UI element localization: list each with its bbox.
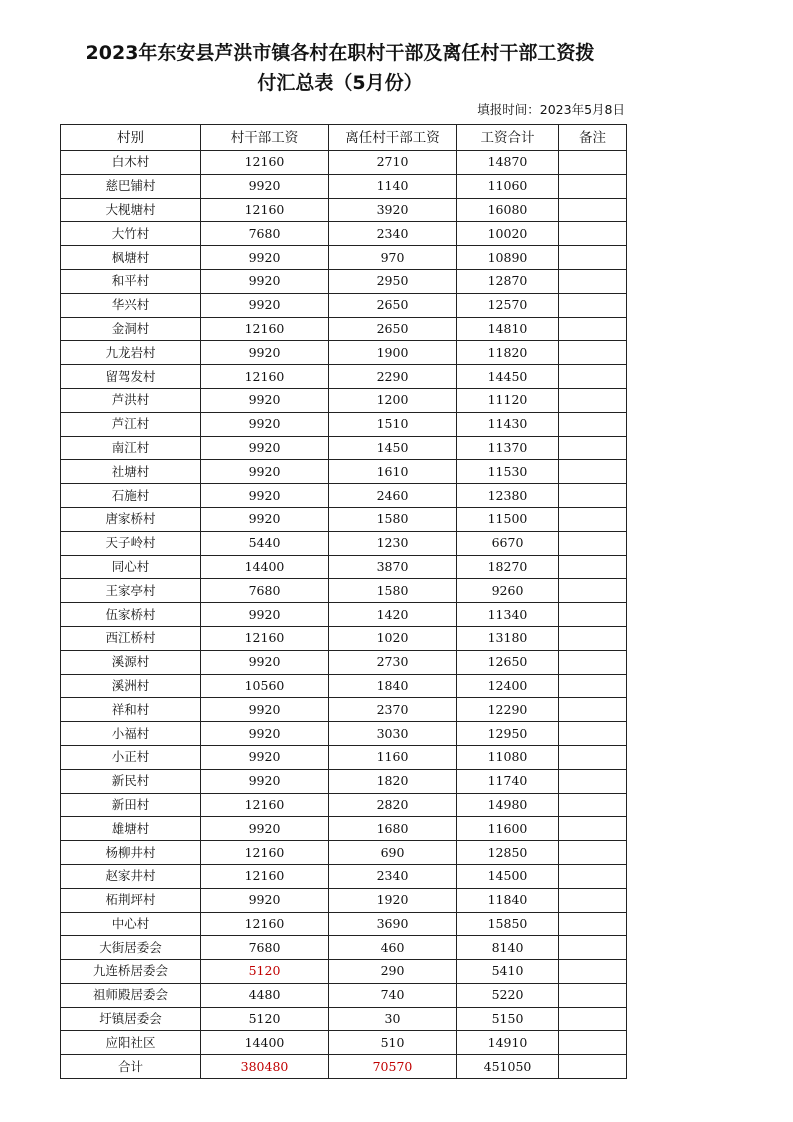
village-name-cell: 雄塘村 bbox=[61, 817, 201, 841]
table-row bbox=[61, 555, 627, 579]
note-cell bbox=[559, 174, 627, 198]
table-row bbox=[61, 936, 627, 960]
table-row bbox=[61, 983, 627, 1007]
table-row bbox=[61, 460, 627, 484]
former-salary-cell: 2820 bbox=[329, 793, 457, 817]
table-row bbox=[61, 1031, 627, 1055]
table-row bbox=[61, 174, 627, 198]
village-name-cell: 杨柳井村 bbox=[61, 841, 201, 865]
former-salary-cell: 1580 bbox=[329, 579, 457, 603]
table-row bbox=[61, 365, 627, 389]
incumbent-salary-cell: 9920 bbox=[201, 603, 329, 627]
note-cell bbox=[559, 960, 627, 984]
village-name-cell: 社塘村 bbox=[61, 460, 201, 484]
former-salary-cell: 690 bbox=[329, 841, 457, 865]
incumbent-salary-cell: 12160 bbox=[201, 626, 329, 650]
former-salary-cell: 1140 bbox=[329, 174, 457, 198]
summary-former: 70570 bbox=[329, 1055, 457, 1079]
note-cell bbox=[559, 912, 627, 936]
former-salary-cell: 290 bbox=[329, 960, 457, 984]
village-name-cell: 大竹村 bbox=[61, 222, 201, 246]
former-salary-cell: 1020 bbox=[329, 626, 457, 650]
former-salary-cell: 1450 bbox=[329, 436, 457, 460]
total-salary-cell: 12870 bbox=[457, 269, 559, 293]
village-name-cell: 南江村 bbox=[61, 436, 201, 460]
incumbent-salary-cell: 9920 bbox=[201, 388, 329, 412]
note-cell bbox=[559, 293, 627, 317]
total-salary-cell: 12850 bbox=[457, 841, 559, 865]
incumbent-salary-cell: 5440 bbox=[201, 531, 329, 555]
incumbent-salary-cell: 7680 bbox=[201, 222, 329, 246]
village-name-cell: 小福村 bbox=[61, 722, 201, 746]
total-salary-cell: 8140 bbox=[457, 936, 559, 960]
former-salary-cell: 1610 bbox=[329, 460, 457, 484]
village-name-cell: 圩镇居委会 bbox=[61, 1007, 201, 1031]
total-salary-cell: 10020 bbox=[457, 222, 559, 246]
total-salary-cell: 14870 bbox=[457, 151, 559, 175]
former-salary-cell: 2460 bbox=[329, 484, 457, 508]
total-salary-cell: 12570 bbox=[457, 293, 559, 317]
fill-date: 填报时间：2023年5月8日 bbox=[477, 102, 625, 117]
total-salary-cell: 5220 bbox=[457, 983, 559, 1007]
village-name-cell: 九龙岩村 bbox=[61, 341, 201, 365]
note-cell bbox=[559, 888, 627, 912]
table-row bbox=[61, 436, 627, 460]
total-salary-cell: 5410 bbox=[457, 960, 559, 984]
total-salary-cell: 18270 bbox=[457, 555, 559, 579]
total-salary-cell: 11500 bbox=[457, 507, 559, 531]
former-salary-cell: 1160 bbox=[329, 745, 457, 769]
note-cell bbox=[559, 864, 627, 888]
village-name-cell: 大枧塘村 bbox=[61, 198, 201, 222]
incumbent-salary-cell: 9920 bbox=[201, 436, 329, 460]
table-row bbox=[61, 650, 627, 674]
total-salary-cell: 14450 bbox=[457, 365, 559, 389]
table-row bbox=[61, 388, 627, 412]
table-row bbox=[61, 960, 627, 984]
village-name-cell: 柘荆坪村 bbox=[61, 888, 201, 912]
village-name-cell: 祖师殿居委会 bbox=[61, 983, 201, 1007]
table-row bbox=[61, 531, 627, 555]
village-name-cell: 白木村 bbox=[61, 151, 201, 175]
incumbent-salary-cell: 9920 bbox=[201, 269, 329, 293]
former-salary-cell: 1230 bbox=[329, 531, 457, 555]
former-salary-cell: 2650 bbox=[329, 293, 457, 317]
note-cell bbox=[559, 817, 627, 841]
header-note: 备注 bbox=[559, 125, 627, 151]
note-cell bbox=[559, 388, 627, 412]
note-cell bbox=[559, 841, 627, 865]
note-cell bbox=[559, 531, 627, 555]
table-row bbox=[61, 793, 627, 817]
village-name-cell: 金洞村 bbox=[61, 317, 201, 341]
village-name-cell: 同心村 bbox=[61, 555, 201, 579]
table-row bbox=[61, 1007, 627, 1031]
table-row bbox=[61, 151, 627, 175]
village-name-cell: 慈巴铺村 bbox=[61, 174, 201, 198]
former-salary-cell: 2340 bbox=[329, 222, 457, 246]
village-name-cell: 王家亭村 bbox=[61, 579, 201, 603]
total-salary-cell: 16080 bbox=[457, 198, 559, 222]
incumbent-salary-cell: 9920 bbox=[201, 745, 329, 769]
incumbent-salary-cell: 14400 bbox=[201, 555, 329, 579]
incumbent-salary-cell: 7680 bbox=[201, 936, 329, 960]
incumbent-salary-cell: 7680 bbox=[201, 579, 329, 603]
table-row bbox=[61, 769, 627, 793]
table-row bbox=[61, 484, 627, 508]
former-salary-cell: 2650 bbox=[329, 317, 457, 341]
total-salary-cell: 11060 bbox=[457, 174, 559, 198]
note-cell bbox=[559, 151, 627, 175]
total-salary-cell: 11530 bbox=[457, 460, 559, 484]
village-name-cell: 伍家桥村 bbox=[61, 603, 201, 627]
incumbent-salary-cell: 4480 bbox=[201, 983, 329, 1007]
incumbent-salary-cell: 9920 bbox=[201, 817, 329, 841]
total-salary-cell: 11120 bbox=[457, 388, 559, 412]
former-salary-cell: 1420 bbox=[329, 603, 457, 627]
total-salary-cell: 12290 bbox=[457, 698, 559, 722]
table-row bbox=[61, 579, 627, 603]
village-name-cell: 留驾发村 bbox=[61, 365, 201, 389]
village-name-cell: 石施村 bbox=[61, 484, 201, 508]
table-row bbox=[61, 222, 627, 246]
incumbent-salary-cell: 9920 bbox=[201, 341, 329, 365]
total-salary-cell: 6670 bbox=[457, 531, 559, 555]
total-salary-cell: 14810 bbox=[457, 317, 559, 341]
former-salary-cell: 2290 bbox=[329, 365, 457, 389]
village-name-cell: 新田村 bbox=[61, 793, 201, 817]
former-salary-cell: 2370 bbox=[329, 698, 457, 722]
former-salary-cell: 3870 bbox=[329, 555, 457, 579]
table-row bbox=[61, 412, 627, 436]
table-row bbox=[61, 722, 627, 746]
title-line-1: 2023年东安县芦洪市镇各村在职村干部及离任村干部工资拨 bbox=[85, 42, 595, 64]
note-cell bbox=[559, 436, 627, 460]
note-cell bbox=[559, 674, 627, 698]
incumbent-salary-cell: 5120 bbox=[201, 960, 329, 984]
note-cell bbox=[559, 1031, 627, 1055]
note-cell bbox=[559, 317, 627, 341]
note-cell bbox=[559, 650, 627, 674]
incumbent-salary-cell: 9920 bbox=[201, 484, 329, 508]
total-salary-cell: 11430 bbox=[457, 412, 559, 436]
table-row bbox=[61, 626, 627, 650]
total-salary-cell: 13180 bbox=[457, 626, 559, 650]
incumbent-salary-cell: 9920 bbox=[201, 650, 329, 674]
former-salary-cell: 1840 bbox=[329, 674, 457, 698]
note-cell bbox=[559, 579, 627, 603]
village-name-cell: 应阳社区 bbox=[61, 1031, 201, 1055]
title-line-2: 付汇总表（5月份） bbox=[257, 72, 423, 94]
incumbent-salary-cell: 14400 bbox=[201, 1031, 329, 1055]
village-name-cell: 中心村 bbox=[61, 912, 201, 936]
former-salary-cell: 1680 bbox=[329, 817, 457, 841]
incumbent-salary-cell: 12160 bbox=[201, 793, 329, 817]
table-row bbox=[61, 507, 627, 531]
table-row bbox=[61, 341, 627, 365]
note-cell bbox=[559, 698, 627, 722]
incumbent-salary-cell: 9920 bbox=[201, 246, 329, 270]
summary-row bbox=[61, 1055, 627, 1079]
former-salary-cell: 30 bbox=[329, 1007, 457, 1031]
village-name-cell: 溪源村 bbox=[61, 650, 201, 674]
header-total-salary: 工资合计 bbox=[457, 125, 559, 151]
table-row bbox=[61, 912, 627, 936]
note-cell bbox=[559, 936, 627, 960]
total-salary-cell: 5150 bbox=[457, 1007, 559, 1031]
incumbent-salary-cell: 9920 bbox=[201, 888, 329, 912]
village-name-cell: 芦江村 bbox=[61, 412, 201, 436]
village-name-cell: 赵家井村 bbox=[61, 864, 201, 888]
table-row bbox=[61, 246, 627, 270]
total-salary-cell: 11820 bbox=[457, 341, 559, 365]
total-salary-cell: 9260 bbox=[457, 579, 559, 603]
note-cell bbox=[559, 222, 627, 246]
incumbent-salary-cell: 12160 bbox=[201, 317, 329, 341]
table-row bbox=[61, 317, 627, 341]
total-salary-cell: 12950 bbox=[457, 722, 559, 746]
incumbent-salary-cell: 9920 bbox=[201, 293, 329, 317]
former-salary-cell: 3920 bbox=[329, 198, 457, 222]
table-row bbox=[61, 269, 627, 293]
table-row bbox=[61, 603, 627, 627]
former-salary-cell: 2710 bbox=[329, 151, 457, 175]
village-name-cell: 大街居委会 bbox=[61, 936, 201, 960]
total-salary-cell: 15850 bbox=[457, 912, 559, 936]
note-cell bbox=[559, 793, 627, 817]
note-cell bbox=[559, 507, 627, 531]
header-row bbox=[61, 125, 627, 151]
note-cell bbox=[559, 412, 627, 436]
incumbent-salary-cell: 9920 bbox=[201, 698, 329, 722]
summary-incumbent: 380480 bbox=[201, 1055, 329, 1079]
village-name-cell: 枫塘村 bbox=[61, 246, 201, 270]
former-salary-cell: 1920 bbox=[329, 888, 457, 912]
village-name-cell: 芦洪村 bbox=[61, 388, 201, 412]
total-salary-cell: 14980 bbox=[457, 793, 559, 817]
total-salary-cell: 11840 bbox=[457, 888, 559, 912]
incumbent-salary-cell: 12160 bbox=[201, 365, 329, 389]
summary-total: 451050 bbox=[457, 1055, 559, 1079]
village-name-cell: 唐家桥村 bbox=[61, 507, 201, 531]
table-row bbox=[61, 888, 627, 912]
note-cell bbox=[559, 555, 627, 579]
total-salary-cell: 11080 bbox=[457, 745, 559, 769]
incumbent-salary-cell: 9920 bbox=[201, 174, 329, 198]
village-name-cell: 华兴村 bbox=[61, 293, 201, 317]
table-row bbox=[61, 293, 627, 317]
summary-note bbox=[559, 1055, 627, 1079]
summary-label: 合计 bbox=[61, 1055, 201, 1079]
total-salary-cell: 11370 bbox=[457, 436, 559, 460]
incumbent-salary-cell: 9920 bbox=[201, 507, 329, 531]
note-cell bbox=[559, 365, 627, 389]
table-row bbox=[61, 841, 627, 865]
former-salary-cell: 460 bbox=[329, 936, 457, 960]
village-name-cell: 溪洲村 bbox=[61, 674, 201, 698]
village-name-cell: 小正村 bbox=[61, 745, 201, 769]
incumbent-salary-cell: 12160 bbox=[201, 198, 329, 222]
note-cell bbox=[559, 460, 627, 484]
note-cell bbox=[559, 722, 627, 746]
note-cell bbox=[559, 1007, 627, 1031]
former-salary-cell: 1900 bbox=[329, 341, 457, 365]
former-salary-cell: 2730 bbox=[329, 650, 457, 674]
note-cell bbox=[559, 341, 627, 365]
table-row bbox=[61, 674, 627, 698]
note-cell bbox=[559, 269, 627, 293]
former-salary-cell: 1580 bbox=[329, 507, 457, 531]
incumbent-salary-cell: 12160 bbox=[201, 841, 329, 865]
note-cell bbox=[559, 745, 627, 769]
note-cell bbox=[559, 603, 627, 627]
table-row bbox=[61, 864, 627, 888]
header-former-salary: 离任村干部工资 bbox=[329, 125, 457, 151]
village-name-cell: 九连桥居委会 bbox=[61, 960, 201, 984]
former-salary-cell: 1820 bbox=[329, 769, 457, 793]
document-title bbox=[40, 38, 640, 98]
village-name-cell: 西江桥村 bbox=[61, 626, 201, 650]
former-salary-cell: 510 bbox=[329, 1031, 457, 1055]
note-cell bbox=[559, 769, 627, 793]
incumbent-salary-cell: 9920 bbox=[201, 769, 329, 793]
note-cell bbox=[559, 198, 627, 222]
note-cell bbox=[559, 626, 627, 650]
total-salary-cell: 12380 bbox=[457, 484, 559, 508]
note-cell bbox=[559, 484, 627, 508]
total-salary-cell: 11340 bbox=[457, 603, 559, 627]
incumbent-salary-cell: 9920 bbox=[201, 722, 329, 746]
village-name-cell: 祥和村 bbox=[61, 698, 201, 722]
table-row bbox=[61, 817, 627, 841]
incumbent-salary-cell: 9920 bbox=[201, 460, 329, 484]
note-cell bbox=[559, 246, 627, 270]
header-incumbent-salary: 村干部工资 bbox=[201, 125, 329, 151]
former-salary-cell: 3690 bbox=[329, 912, 457, 936]
former-salary-cell: 970 bbox=[329, 246, 457, 270]
note-cell bbox=[559, 983, 627, 1007]
incumbent-salary-cell: 12160 bbox=[201, 912, 329, 936]
village-name-cell: 和平村 bbox=[61, 269, 201, 293]
village-name-cell: 天子岭村 bbox=[61, 531, 201, 555]
table-row bbox=[61, 198, 627, 222]
total-salary-cell: 11740 bbox=[457, 769, 559, 793]
incumbent-salary-cell: 9920 bbox=[201, 412, 329, 436]
total-salary-cell: 10890 bbox=[457, 246, 559, 270]
former-salary-cell: 1200 bbox=[329, 388, 457, 412]
incumbent-salary-cell: 12160 bbox=[201, 864, 329, 888]
salary-summary-table bbox=[60, 124, 627, 1079]
table-row bbox=[61, 698, 627, 722]
former-salary-cell: 1510 bbox=[329, 412, 457, 436]
former-salary-cell: 3030 bbox=[329, 722, 457, 746]
table-row bbox=[61, 745, 627, 769]
former-salary-cell: 740 bbox=[329, 983, 457, 1007]
total-salary-cell: 14910 bbox=[457, 1031, 559, 1055]
table-body bbox=[61, 151, 627, 1055]
header-village: 村别 bbox=[61, 125, 201, 151]
total-salary-cell: 11600 bbox=[457, 817, 559, 841]
village-name-cell: 新民村 bbox=[61, 769, 201, 793]
incumbent-salary-cell: 5120 bbox=[201, 1007, 329, 1031]
total-salary-cell: 14500 bbox=[457, 864, 559, 888]
total-salary-cell: 12650 bbox=[457, 650, 559, 674]
former-salary-cell: 2950 bbox=[329, 269, 457, 293]
total-salary-cell: 12400 bbox=[457, 674, 559, 698]
incumbent-salary-cell: 12160 bbox=[201, 151, 329, 175]
former-salary-cell: 2340 bbox=[329, 864, 457, 888]
incumbent-salary-cell: 10560 bbox=[201, 674, 329, 698]
